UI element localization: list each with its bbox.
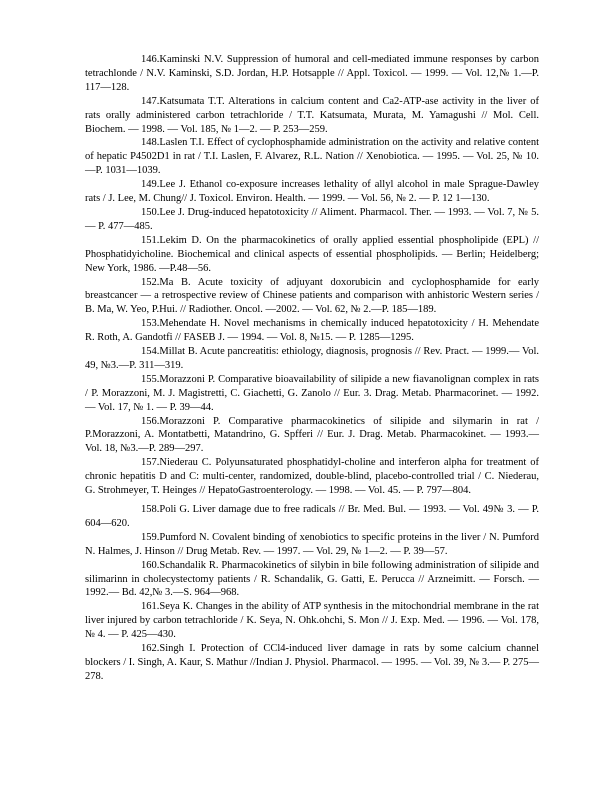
reference-number: 162. — [141, 643, 160, 655]
reference-text: Lee J. Drug-induced hepatotoxicity // Aliment. Pharmacol. Ther. — 1993. — Vol. 7, № 5. — P. 477—485. — [85, 206, 539, 232]
reference-text: Morazzoni P. Comparative bioavailability of silipide a new fiavanolignan complex in rats / P. Morazzoni, M. J. Magistretti, C. Giachetti, G. Zanolo // Eur. 3. Drag. Metab. Pharmacorinet. — 1992. — Vol. 17, № 1. — P. 39—44. — [85, 373, 539, 413]
reference-text: Pumford N. Covalent binding of xenobiotics to specific proteins in the liver / N. Pumford N. Halmes, J. Hinson // Drug Metab. Rev. — 1997. — Vol. 29, № 1—2. — P. 39—57. — [85, 531, 539, 557]
reference-number: 155. — [141, 373, 160, 385]
reference-item-146 — [85, 53, 539, 95]
reference-number: 157. — [141, 457, 160, 469]
reference-item-159 — [85, 531, 539, 559]
reference-number: 154. — [141, 346, 160, 358]
reference-number: 147. — [141, 95, 160, 107]
reference-item-148 — [85, 136, 539, 178]
reference-text: Lee J. Ethanol co-exposure increases lethality of allyl alcohol in male Sprague-Dawley rats / J. Lee, M. Chung// J. Toxicol. Environ. Health. — 1999. — Vol. 56, № 2. — P. 12 1—130. — [85, 179, 539, 205]
reference-item-155 — [85, 373, 539, 415]
reference-item-162 — [85, 642, 539, 684]
reference-text: Laslen T.I. Effect of cyclophosphamide administration on the activity and relative content of hepatic P4502D1 in rat / T.I. Laslen, F. Alvarez, R.L. Nation // Xenobiotica. — 1995. — Vol. 25, № 10.—P. 1031—1039. — [85, 137, 539, 177]
reference-text: Morazzoni P. Comparative pharmacokinetics of silipide and silymarin in rat / P.Morazzoni, A. Montatbetti, Matandrino, G. Spfferi // Eur. J. Drag. Metab. Pharmacokinet. — 1993.— Vol. 18, №3.—P. 289—297. — [85, 415, 539, 455]
reference-text: Schandalik R. Pharmacokinetics of silybin in bile following administration of silipide and silimarinn in cholecystectomy patients / R. Schandalik, G. Gatti, E. Perucca // Arzneimitt. — Forsch. — 1992.— Bd. 42,№ 3.—S. 964—968. — [85, 559, 539, 599]
reference-text: Millat B. Acute pancreatitis: ethiology, diagnosis, prognosis // Rev. Pract. — 1999.— Vol. 49, №3.—P. 311—319. — [85, 346, 539, 371]
reference-number: 151. — [141, 234, 160, 246]
reference-list — [85, 53, 539, 684]
reference-item-151 — [85, 234, 539, 276]
reference-text: Mehendate H. Novel mechanisms in chemically induced hepatotoxicity / H. Mehendate R. Roth, A. Gandotfi // FASEB J. — 1994. — Vol. 8, №15. — P. 1285—1295. — [85, 318, 539, 344]
reference-number: 150. — [141, 206, 160, 218]
reference-number: 148. — [141, 137, 160, 149]
reference-item-152 — [85, 276, 539, 318]
reference-number: 160. — [141, 559, 160, 571]
reference-number: 152. — [141, 276, 160, 288]
reference-number: 153. — [141, 318, 160, 330]
reference-number: 158. — [141, 504, 160, 515]
reference-item-154 — [85, 345, 539, 373]
reference-number: 161. — [141, 601, 160, 613]
reference-number: 156. — [141, 415, 160, 427]
reference-item-158 — [85, 503, 539, 531]
reference-item-160 — [85, 559, 539, 601]
reference-text: Seya K. Changes in the ability of ATP synthesis in the mitochondrial membrane in the rat liver injured by carbon tetrachloride / K. Seya, N. Ohk.ohchi, S. Mon // J. Exp. Med. — 1996. — Vol. 178, № 4. — P. 425—430. — [85, 601, 539, 641]
reference-item-149 — [85, 178, 539, 206]
reference-number: 159. — [141, 531, 160, 543]
reference-item-153 — [85, 317, 539, 345]
reference-item-147 — [85, 95, 539, 137]
reference-item-161 — [85, 600, 539, 642]
reference-number: 149. — [141, 179, 160, 191]
reference-item-150 — [85, 206, 539, 234]
reference-text: Kaminski N.V. Suppression of humoral and cell-mediated immune responses by carbon tetrachlonde / N.V. Kaminski, S.D. Jordan, H.P. Hotsapple // Appl. Toxicol. — 1999. — Vol. 12,№ 1.—P. 117—128. — [85, 54, 539, 93]
reference-number: 146. — [141, 54, 160, 65]
reference-text: Ma B. Acute toxicity of adjuyant doxorubicin and cyclophosphamide for early breastcancer — a retrospective review of Chinese patients and comparison with anhistoric Western series / B. Ma, W. Yeo, P.Hui. // Radiother. Oncol. —2002. — Vol. 62, № 2.—P. 185—189. — [85, 276, 539, 316]
reference-text: Niederau C. Polyunsaturated phosphatidyl-choline and interferon alpha for treatment of chronic hepatitis D and C: multi-center, randomized, double-blind, placebo-controlled trial / C. Niederau, G. Strohmeyer, T. Heinges // HepatoGastroenterology. — 1998. — Vol. 45. — P. 797—804. — [85, 457, 539, 497]
reference-text: Singh I. Protection of CCl4-induced liver damage in rats by some calcium channel blockers / I. Singh, A. Kaur, S. Mathur //Indian J. Physiol. Pharmacol. — 1995. — Vol. 39, № 3.— P. 275—278. — [85, 643, 539, 682]
reference-text: Katsumata T.T. Alterations in calcium content and Ca2-ATP-ase activity in the liver of rats orally administered carbon tetrachloride / T.T. Katsumata, Murata, M. Yamagushi // Mol. Cell. Biochem. — 1998. — Vol. 185, № 1—2. — P. 253—259. — [85, 95, 539, 135]
reference-text: Poli G. Liver damage due to free radicals // Br. Med. Bul. — 1993. — Vol. 49№ 3. — P. 604—620. — [85, 504, 539, 529]
reference-text: Lekim D. On the pharmacokinetics of orally applied essential phospholipide (EPL) // Phosphatidyicholine. Biochemical and clinical aspects of essential phospholipids. — Berlin; Heidelberg; New York, 1986. —P.48—56. — [85, 234, 539, 274]
reference-item-156 — [85, 415, 539, 457]
reference-item-157 — [85, 456, 539, 498]
